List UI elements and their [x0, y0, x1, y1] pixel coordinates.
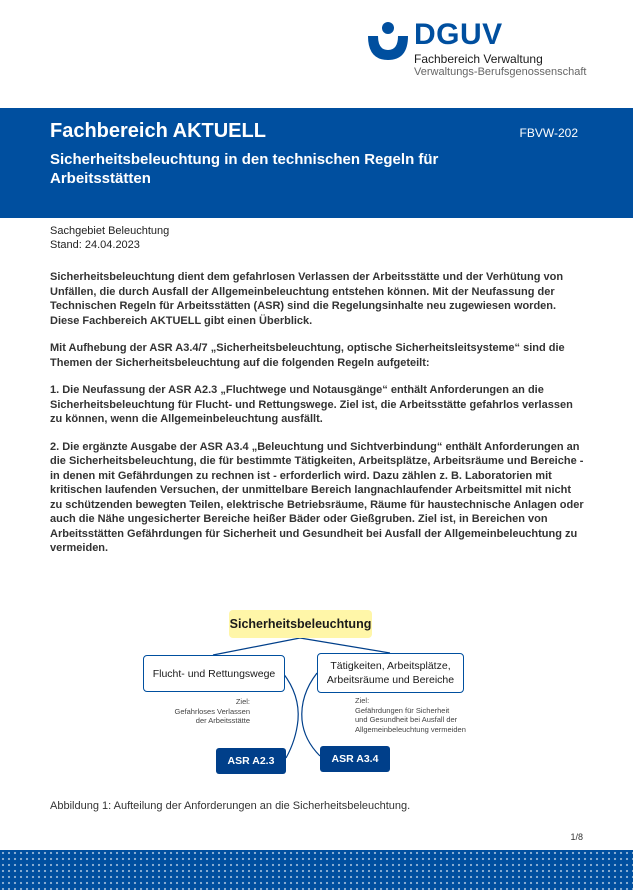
connector-left-asr: [283, 673, 298, 758]
right-goal-line2: und Gesundheit bei Ausfall der: [355, 715, 458, 724]
figure-caption: Abbildung 1: Aufteilung der Anforderungen an die Sicherheitsbeleuchtung.: [50, 800, 411, 812]
right-goal-label: Ziel:: [355, 696, 370, 705]
escape-routes-label: Flucht- und Rettungswege: [152, 667, 276, 680]
connector-root-left: [213, 638, 300, 655]
asr-a2-3-box: ASR A2.3: [216, 748, 286, 774]
diagram-root-box: Sicherheitsbeleuchtung: [229, 610, 372, 638]
logo-subtitle-organisation: Verwaltungs-Berufsgenossenschaft: [414, 66, 587, 78]
document-meta: [50, 224, 169, 252]
status-date: Stand: 24.04.2023: [50, 239, 140, 251]
right-goal-line1: Gefährdungen für Sicherheit: [355, 705, 450, 715]
document-series-title: Fachbereich AKTUELL: [50, 120, 266, 142]
workplaces-label-line1: Tätigkeiten, Arbeitsplätze,: [330, 660, 451, 672]
logo-name: DGUV: [414, 18, 503, 51]
left-goal-label: Ziel:: [235, 697, 250, 706]
requirements-diagram: [0, 600, 633, 790]
right-goal-text: [355, 696, 485, 734]
dguv-logo: [366, 20, 606, 80]
footer-dot-pattern: [0, 850, 633, 890]
document-code: FBVW-202: [519, 126, 578, 140]
subject-area: Sachgebiet Beleuchtung: [50, 225, 170, 237]
intro-paragraph: Sicherheitsbeleuchtung dient dem gefahrlosen Verlassen der Arbeitsstätte und der Verhütung von Unfällen, die durch Ausfall der Allgemeinbeleuchtung entstehen können. Mit der Neufassung der Technischen Regeln für Arbeitsstätten (ASR) sind die Regelungsinhalte neu zugewiesen worden. Diese Fachbereich AKTUELL gibt einen Überblick.: [50, 271, 564, 327]
page-number: 1/8: [570, 832, 583, 842]
asr-a2-3-paragraph: 1. Die Neufassung der ASR A2.3 „Fluchtwege und Notausgänge“ enthält Anforderungen an die Sicherheitsbeleuchtung für Flucht- und Rettungswege. Ziel ist, die Arbeitsstätte gefahrlos verlassen zu können, wenn die Allgemeinbeleuchtung ausfällt.: [50, 384, 573, 425]
document-title: Sicherheitsbeleuchtung in den technischen Regeln für Arbeitsstätten: [50, 151, 439, 187]
left-goal-line1: Gefahrloses Verlassen: [174, 706, 250, 716]
logo-subtitle-division: Fachbereich Verwaltung: [414, 52, 543, 66]
overview-paragraph: Mit Aufhebung der ASR A3.4/7 „Sicherheitsbeleuchtung, optische Sicherheitsleitsysteme“ sind die Themen der Sicherheitsbeleuchtung auf die folgenden Regeln aufgeteilt:: [50, 342, 565, 369]
header-band: [0, 108, 633, 218]
asr-a3-4-paragraph: 2. Die ergänzte Ausgabe der ASR A3.4 „Beleuchtung und Sichtverbindung“ enthält Anforderungen an die Sicherheitsbeleuchtung, die für bestimmte Tätigkeiten, Arbeitsplätze, Arbeitsräume und Bereiche - in denen mit Gefährdungen zu rechnen ist - erforderlich wird. Dazu zählen z. B. Laboratorien mit kritischen laufenden Versuchen, der unmittelbare Bereich langnachlaufender Arbeitsmittel mit nicht zu schützenden bewegten Teilen, elektrische Betriebsräume, Räume für haustechnische Anlagen oder auch die Nähe ungesicherter Bereiche heißer Bäder oder Gießgruben. Ziel ist, in Bereichen von Arbeitsstätten Gefährdungen für Sicherheit und Gesundheit bei Ausfall der Allgemeinbeleuchtung zu vermeiden.: [50, 440, 584, 554]
workplaces-label-line2: Arbeitsräume und Bereiche: [326, 674, 455, 686]
body-text: [50, 270, 584, 569]
connector-root-right: [300, 638, 390, 653]
dguv-logo-mark-icon: [366, 20, 410, 64]
left-goal-text: [150, 697, 250, 726]
asr-a3-4-box: ASR A3.4: [320, 746, 390, 772]
footer-band: [0, 850, 633, 890]
right-goal-line3: Allgemeinbeleuchtung vermeiden: [355, 724, 466, 734]
left-goal-line2: der Arbeitsstätte: [195, 716, 250, 725]
diagram-workplaces-box: [317, 653, 464, 693]
diagram-escape-routes-box: [143, 655, 285, 692]
